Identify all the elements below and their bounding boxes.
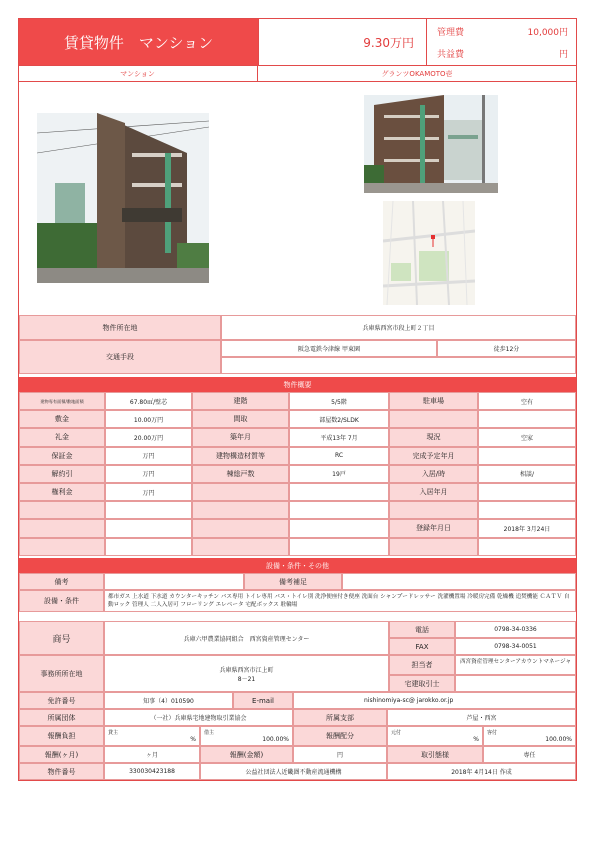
dist-b-tag: 客付 xyxy=(487,730,498,736)
branch-label: 所属支部 xyxy=(293,709,387,726)
overview-label-6-2 xyxy=(192,501,289,519)
office-line1: 兵庫県西宮市江上町 xyxy=(219,666,274,674)
subheader xyxy=(18,65,577,82)
fee-tenant-value: 100.00% xyxy=(262,736,289,743)
fee-amount-value: 円 xyxy=(293,746,387,763)
fee-tenant-tag: 借主 xyxy=(204,730,215,736)
trader-label: 宅建取引士 xyxy=(389,675,455,692)
overview-label-1-2: 間取 xyxy=(192,410,289,428)
overview-header: 物件概要 xyxy=(19,377,576,392)
overview-label-3-2: 建物構造材質等 xyxy=(192,447,289,465)
overview-value-3-3: RC xyxy=(289,447,389,465)
dist-b-cell xyxy=(483,726,576,746)
overview-value-1-5 xyxy=(478,410,576,428)
staff-label: 担当者 xyxy=(389,655,455,675)
overview-value-6-1 xyxy=(105,501,192,519)
common-fee-value: 円 xyxy=(558,50,568,60)
overview-label-0-4: 駐車場 xyxy=(389,392,478,410)
overview-value-7-3 xyxy=(289,519,389,537)
overview-label-0-2: 建階 xyxy=(192,392,289,410)
overview-value-2-3: 平成13年 7月 xyxy=(289,428,389,446)
page-title: 賃貸物件 マンション xyxy=(63,33,214,52)
dist-a-cell xyxy=(387,726,483,746)
deal-label: 取引態様 xyxy=(387,746,483,763)
mgmt-fee-value: 10,000円 xyxy=(527,28,568,38)
building-photo-main xyxy=(37,113,209,283)
fees-cell xyxy=(426,19,576,65)
overview-value-5-3 xyxy=(289,483,389,501)
property-no-label: 物件番号 xyxy=(19,763,104,780)
overview-label-5-4: 入居年月 xyxy=(389,483,478,501)
remarks-value xyxy=(104,573,244,590)
overview-value-4-1: 万円 xyxy=(105,465,192,483)
tel-label: 電話 xyxy=(389,621,455,638)
address-label: 物件所在地 xyxy=(19,315,221,340)
branch-value: 芦屋・西宮 xyxy=(387,709,576,726)
overview-value-1-3: 部屋数2/SLDK xyxy=(289,410,389,428)
address-value: 兵庫県西宮市段上町２丁目 xyxy=(221,315,576,340)
equipment-label: 設備・条件 xyxy=(19,590,104,612)
assoc-label: 所属団体 xyxy=(19,709,104,726)
overview-value-4-3: 19戸 xyxy=(289,465,389,483)
overview-label-4-0: 解約引 xyxy=(19,465,105,483)
common-fee-label: 共益費 xyxy=(437,50,465,60)
overview-label-7-4: 登録年月日 xyxy=(389,519,478,537)
overview-value-2-5: 空家 xyxy=(478,428,576,446)
overview-label-7-0 xyxy=(19,519,105,537)
license-value: 知事（4）010590 xyxy=(104,692,233,709)
rent-price: 9.30万円 xyxy=(363,35,414,50)
overview-table xyxy=(19,392,576,556)
dist-a-tag: 元付 xyxy=(391,730,402,736)
staff-value: 西宮資産管理センターアカウントマネージャ xyxy=(455,655,576,675)
fee-month-value: ヶ月 xyxy=(104,746,200,763)
trader-value xyxy=(455,675,576,692)
overview-label-3-0: 保証金 xyxy=(19,447,105,465)
overview-label-5-0: 権利金 xyxy=(19,483,105,501)
overview-label-5-2 xyxy=(192,483,289,501)
overview-label-8-2 xyxy=(192,538,289,556)
overview-value-2-1: 20.00万円 xyxy=(105,428,192,446)
facilities-header: 設備・条件・その他 xyxy=(19,558,576,573)
overview-value-7-1 xyxy=(105,519,192,537)
org-name: 公益社団法人近畿圏不動産流通機構 xyxy=(200,763,387,780)
fee-dist-label: 報酬配分 xyxy=(293,726,387,746)
fee-month-label: 報酬(ヶ月) xyxy=(19,746,104,763)
dist-b-value: 100.00% xyxy=(545,736,572,743)
overview-value-1-1: 10.00万円 xyxy=(105,410,192,428)
trade-name-label: 商号 xyxy=(19,621,104,655)
overview-value-8-5 xyxy=(478,538,576,556)
remarks-label: 備考 xyxy=(19,573,104,590)
overview-label-4-4: 入居/時 xyxy=(389,465,478,483)
overview-value-0-5: 空有 xyxy=(478,392,576,410)
transit-blank xyxy=(221,357,576,374)
assoc-value: （一社）兵庫県宅地建物取引業協会 xyxy=(104,709,293,726)
building-photo-side xyxy=(364,95,498,193)
property-type: マンション xyxy=(18,66,258,82)
overview-label-7-2 xyxy=(192,519,289,537)
fax-label: FAX xyxy=(389,638,455,655)
fee-amount-label: 報酬(金額) xyxy=(200,746,293,763)
overview-value-6-3 xyxy=(289,501,389,519)
overview-label-6-4 xyxy=(389,501,478,519)
fee-lender-tag: 貸主 xyxy=(108,730,119,736)
overview-label-8-4 xyxy=(389,538,478,556)
remarks-sub-label: 備考補足 xyxy=(244,573,342,590)
property-name: グランツOKAMOTO壱 xyxy=(381,70,453,78)
overview-value-8-3 xyxy=(289,538,389,556)
overview-value-0-1: 67.80㎡/壁芯 xyxy=(105,392,192,410)
location-map xyxy=(383,201,475,305)
fax-value: 0798-34-0051 xyxy=(455,638,576,655)
office-label: 事務所所在地 xyxy=(19,655,104,692)
fee-burden-label: 報酬負担 xyxy=(19,726,104,746)
office-value xyxy=(104,655,389,692)
dist-a-value: % xyxy=(473,736,479,743)
property-no-value: 330030423188 xyxy=(104,763,200,780)
fee-tenant-cell xyxy=(200,726,293,746)
overview-value-7-5: 2018年 3月24日 xyxy=(478,519,576,537)
equipment-value: 都市ガス 上水道 下水道 カウンターキッチン バス専用 トイレ専用 バス・トイレ別 洗浄便座付き便座 洗面台 シャンプードレッサー 洗濯機置場 冷暖房完備 乾燥機 追焚機能 ＣＡＴＶ 自動ロック 管理人 二人入居可 フローリング エレベータ 宅配ボックス 駐輪場 xyxy=(104,590,576,612)
license-label: 免許番号 xyxy=(19,692,104,709)
tel-value: 0798-34-0336 xyxy=(455,621,576,638)
overview-label-0-0: 建物専有面積/敷地面積 xyxy=(19,392,105,410)
overview-label-4-2: 棟総戸数 xyxy=(192,465,289,483)
fee-lender-cell xyxy=(104,726,200,746)
deal-value: 専任 xyxy=(483,746,576,763)
overview-value-3-1: 万円 xyxy=(105,447,192,465)
title-banner xyxy=(19,19,258,65)
overview-value-3-5 xyxy=(478,447,576,465)
remarks-sub-value xyxy=(342,573,576,590)
overview-label-2-4: 現況 xyxy=(389,428,478,446)
overview-value-6-5 xyxy=(478,501,576,519)
overview-value-5-5 xyxy=(478,483,576,501)
trade-name-value: 兵庫六甲農業協同組合 西宮資産管理センター xyxy=(104,621,389,655)
transit-label: 交通手段 xyxy=(19,340,221,374)
overview-label-8-0 xyxy=(19,538,105,556)
overview-label-3-4: 完成予定年月 xyxy=(389,447,478,465)
email-label: E-mail xyxy=(233,692,293,709)
overview-label-2-2: 築年月 xyxy=(192,428,289,446)
overview-value-0-3: 5/5階 xyxy=(289,392,389,410)
office-line2: 8－21 xyxy=(237,675,256,683)
email-value: nishinomiya-sc@ jarokko.or.jp xyxy=(293,692,576,709)
overview-label-6-0 xyxy=(19,501,105,519)
rent-cell xyxy=(258,19,426,65)
mgmt-fee-label: 管理費 xyxy=(437,28,465,38)
overview-value-8-1 xyxy=(105,538,192,556)
overview-value-5-1: 万円 xyxy=(105,483,192,501)
transit-line: 阪急電鉄今津線 甲東園 xyxy=(221,340,437,357)
fee-lender-value: % xyxy=(190,736,196,743)
transit-walk: 徒歩12分 xyxy=(437,340,576,357)
overview-label-1-0: 敷金 xyxy=(19,410,105,428)
overview-value-4-5: 相談/ xyxy=(478,465,576,483)
created-date: 2018年 4月14日 作成 xyxy=(387,763,576,780)
overview-label-1-4 xyxy=(389,410,478,428)
overview-label-2-0: 礼金 xyxy=(19,428,105,446)
